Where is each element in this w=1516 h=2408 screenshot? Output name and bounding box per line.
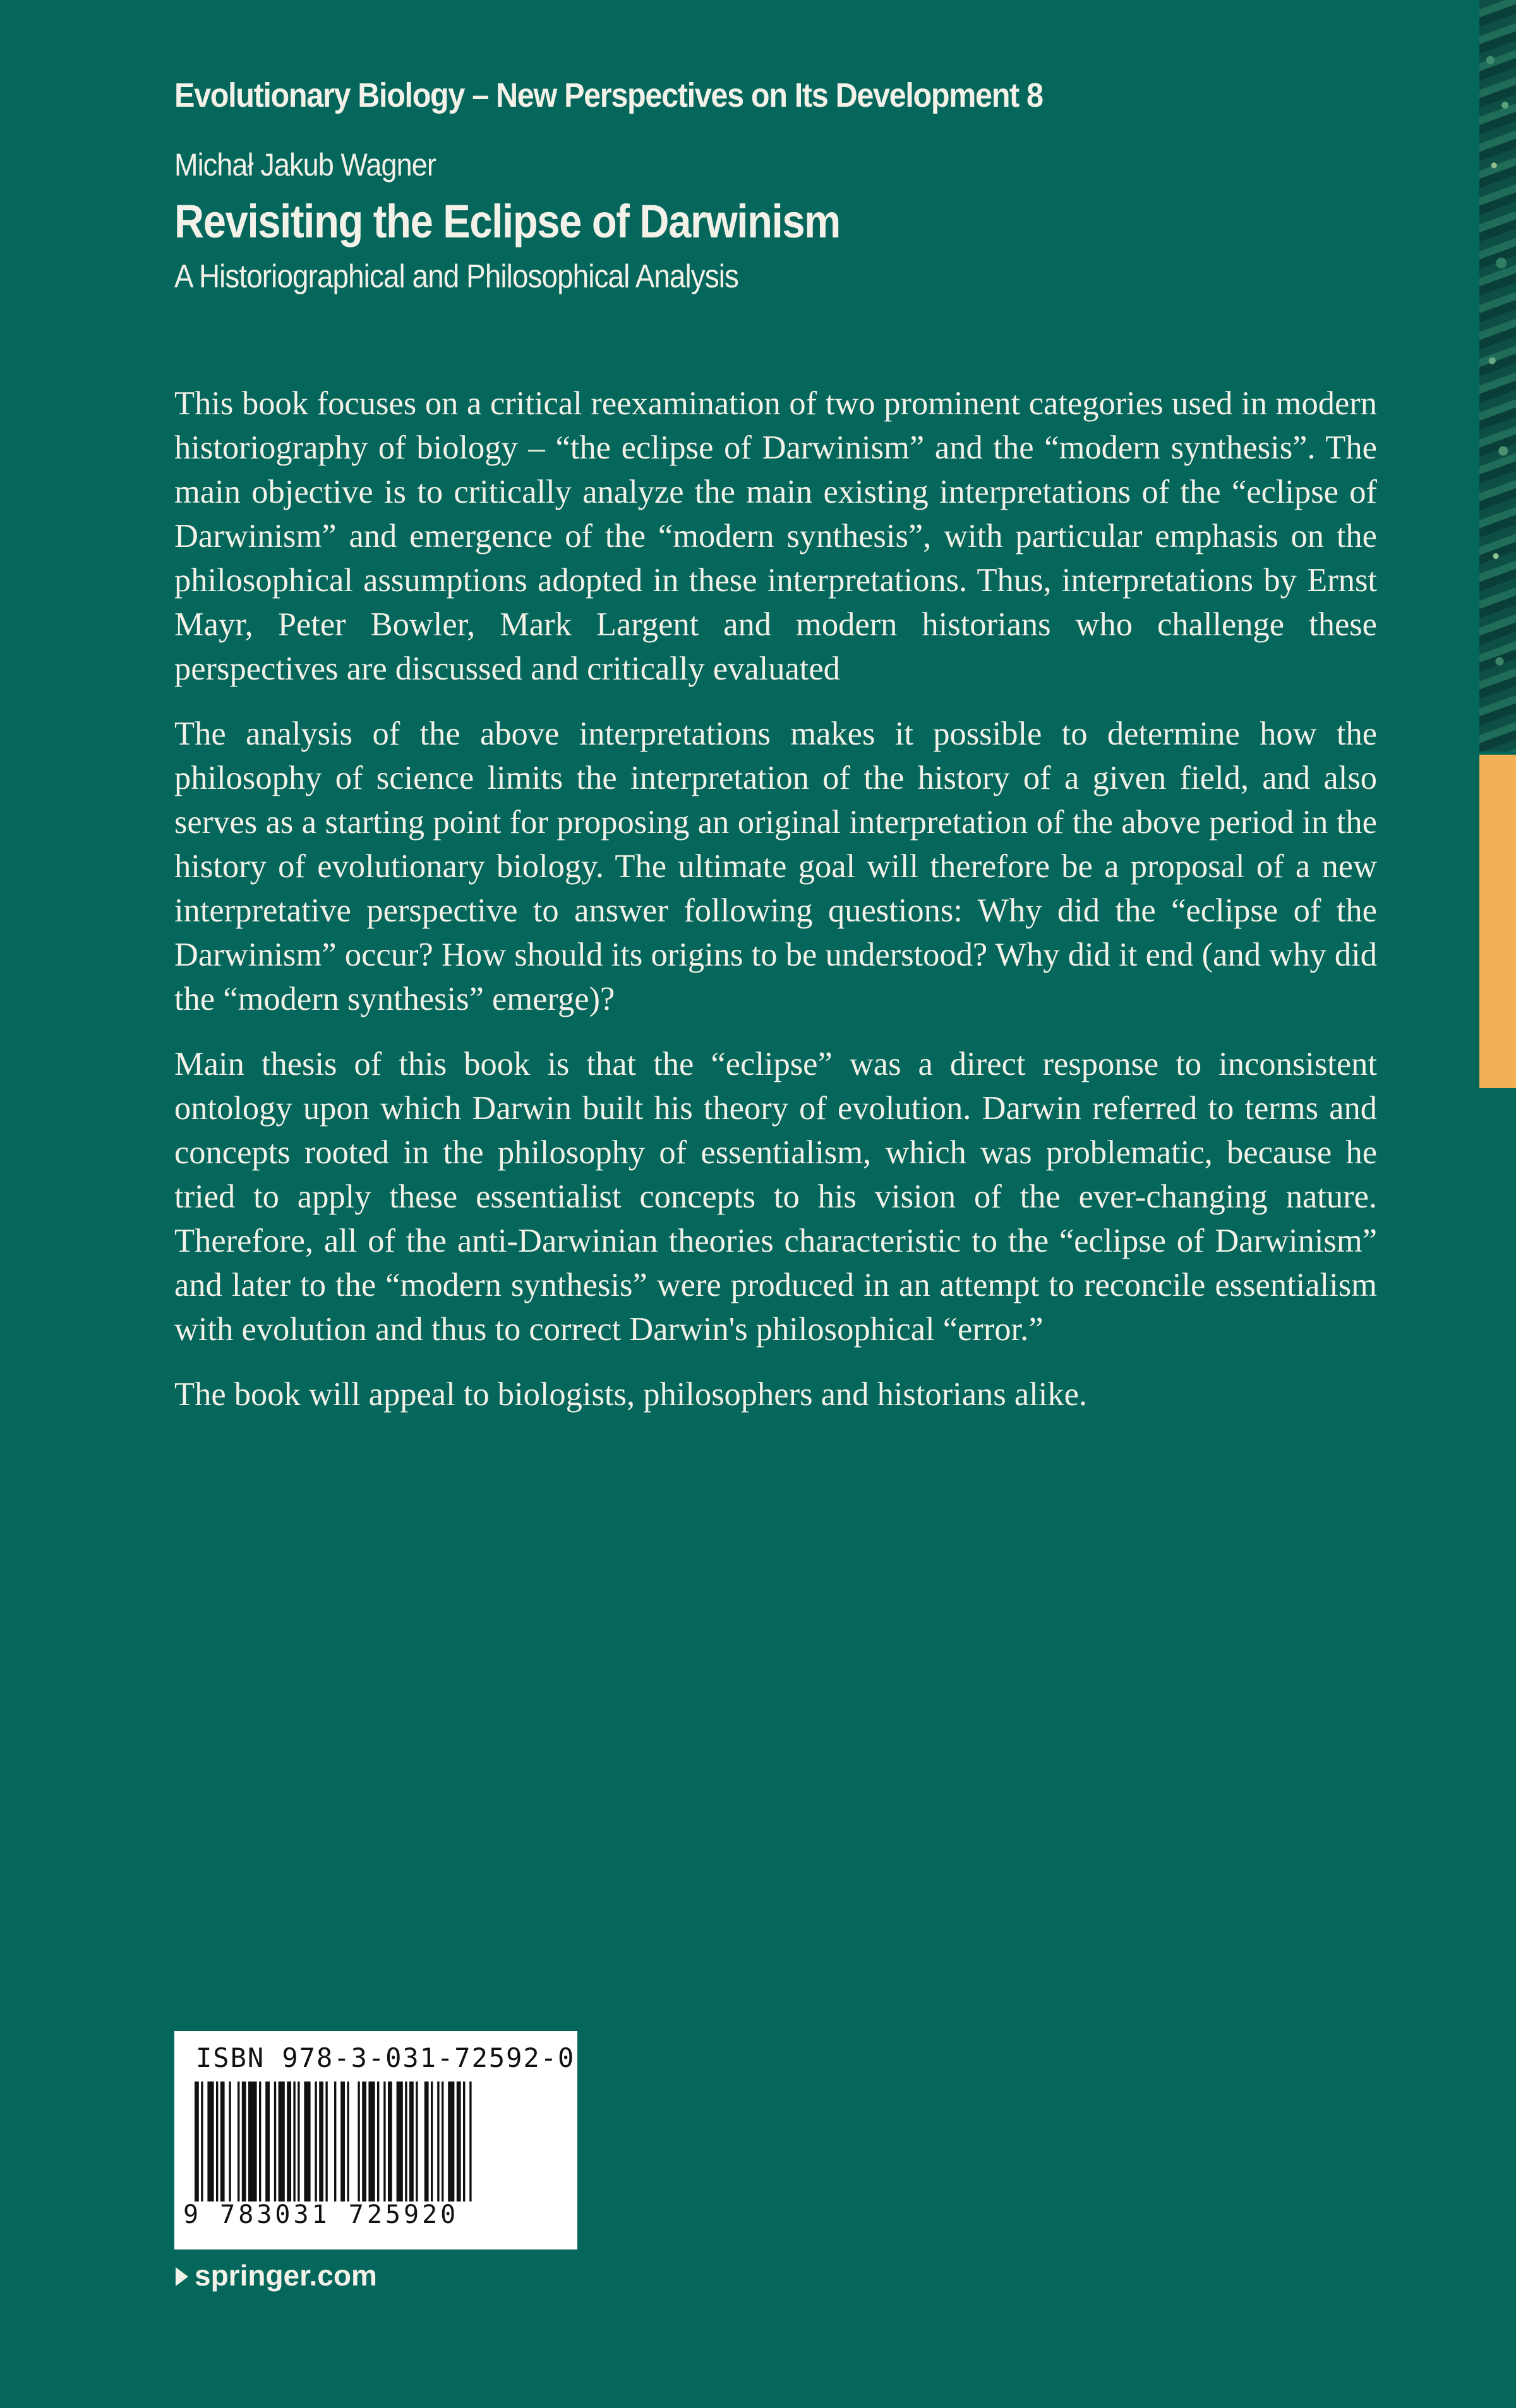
barcode-bar [334, 2082, 336, 2201]
barcode-digits: 9 783031 725920 [183, 2200, 459, 2229]
barcode-bar [293, 2082, 295, 2201]
barcode-bar [304, 2082, 310, 2201]
barcode-bar [358, 2082, 359, 2201]
barcode-bar [362, 2082, 366, 2201]
barcode-bar [437, 2082, 439, 2201]
barcode-bar [388, 2082, 392, 2201]
barcode-bar [238, 2082, 239, 2201]
barcode-bar [383, 2082, 385, 2201]
barcode-bar [216, 2082, 218, 2201]
blurb-paragraph: The analysis of the above interpretations makes it possible to determine how the philosophy of science limits the interpretation of the history of a given field, and also serves as a starting point for proposing an original interpretation of the above period in the history of evolutionary biology. The ultimate goal will therefore be a proposal of a new interpretative perspective to answer following questions: Why did the “eclipse of the Darwinism” occur? How should its origins to be understood? Why did it end (and why did the “modern synthesis” emerge)? [174, 716, 1377, 1017]
barcode-bar [201, 2082, 203, 2201]
isbn-text: ISBN 978-3-031-72592-0 [196, 2042, 575, 2073]
barcode-bar [469, 2082, 471, 2201]
barcode-bar [325, 2082, 327, 2201]
barcode-bar [457, 2082, 461, 2201]
barcode-bar [319, 2082, 323, 2201]
barcode-bar [265, 2082, 270, 2201]
author-name: Michał Jakub Wagner [174, 147, 436, 183]
barcode-bar [416, 2082, 418, 2201]
publisher-url: springer.com [195, 2259, 377, 2292]
publisher-link[interactable] [176, 2258, 377, 2292]
blurb-paragraph: Main thesis of this book is that the “eclipse” was a direct response to inconsistent ontology upon which Darwin built his theory of evolution. Darwin referred to terms and concepts rooted in the philosophy of essentialism, which was problematic, because he tried to apply these essentialist concepts to his vision of the ever-changing nature. Therefore, all of the anti-Darwinian theories characteristic to the “eclipse of Darwinism” and later to the “modern synthesis” were produced in an attempt to reconcile essentialism with evolution and thus to correct Darwin's philosophical “error.” [174, 1046, 1377, 1348]
barcode-bar [274, 2082, 276, 2201]
series-title: Evolutionary Biology – New Perspectives on Its Development 8 [174, 76, 1043, 114]
barcode-bar [463, 2082, 465, 2201]
barcode-bar [220, 2082, 225, 2201]
barcode-bar [397, 2082, 403, 2201]
barcode-label [174, 2031, 577, 2249]
barcode-bar [279, 2082, 285, 2201]
barcode-bar [431, 2082, 433, 2201]
barcode-bar [448, 2082, 454, 2201]
spine-cover-art [1479, 0, 1516, 752]
barcode-bar [424, 2082, 429, 2201]
barcode-bar [229, 2082, 231, 2201]
barcode-bar [315, 2082, 316, 2201]
barcode-bar [242, 2082, 246, 2201]
barcode-bar [442, 2082, 443, 2201]
barcode-bars [195, 2082, 557, 2201]
barcode-bar [207, 2082, 214, 2201]
barcode-bar [347, 2082, 349, 2201]
barcode-bar [248, 2082, 257, 2201]
barcode-bar [287, 2082, 291, 2201]
barcode-bar [377, 2082, 379, 2201]
blurb-paragraph: This book focuses on a critical reexamination of two prominent categories used in modern historiography of biology – “the eclipse of Darwinism” and the “modern synthesis”. The main objective is to critically analyze the main existing interpretations of the “eclipse of Darwinism” and emergence of the “modern synthesis”, with particular emphasis on the philosophical assumptions adopted in these interpretations. Thus, interpretations by Ernst Mayr, Peter Bowler, Mark Largent and modern historians who challenge these perspectives are discussed and critically evaluated [174, 385, 1377, 687]
barcode-bar [195, 2082, 199, 2201]
barcode-bar [368, 2082, 375, 2201]
barcode-bar [259, 2082, 261, 2201]
blurb-paragraph: The book will appeal to biologists, philosophers and historians alike. [174, 1376, 1088, 1413]
arrow-right-icon [176, 2267, 188, 2286]
book-title: Revisiting the Eclipse of Darwinism [174, 195, 840, 248]
spine-color-tab [1479, 755, 1516, 1088]
barcode-bar [409, 2082, 414, 2201]
book-subtitle: A Historiographical and Philosophical Analysis [174, 258, 739, 295]
barcode-bar [340, 2082, 345, 2201]
barcode-bar [298, 2082, 299, 2201]
barcode-bar [405, 2082, 407, 2201]
blurb [174, 381, 1377, 1437]
